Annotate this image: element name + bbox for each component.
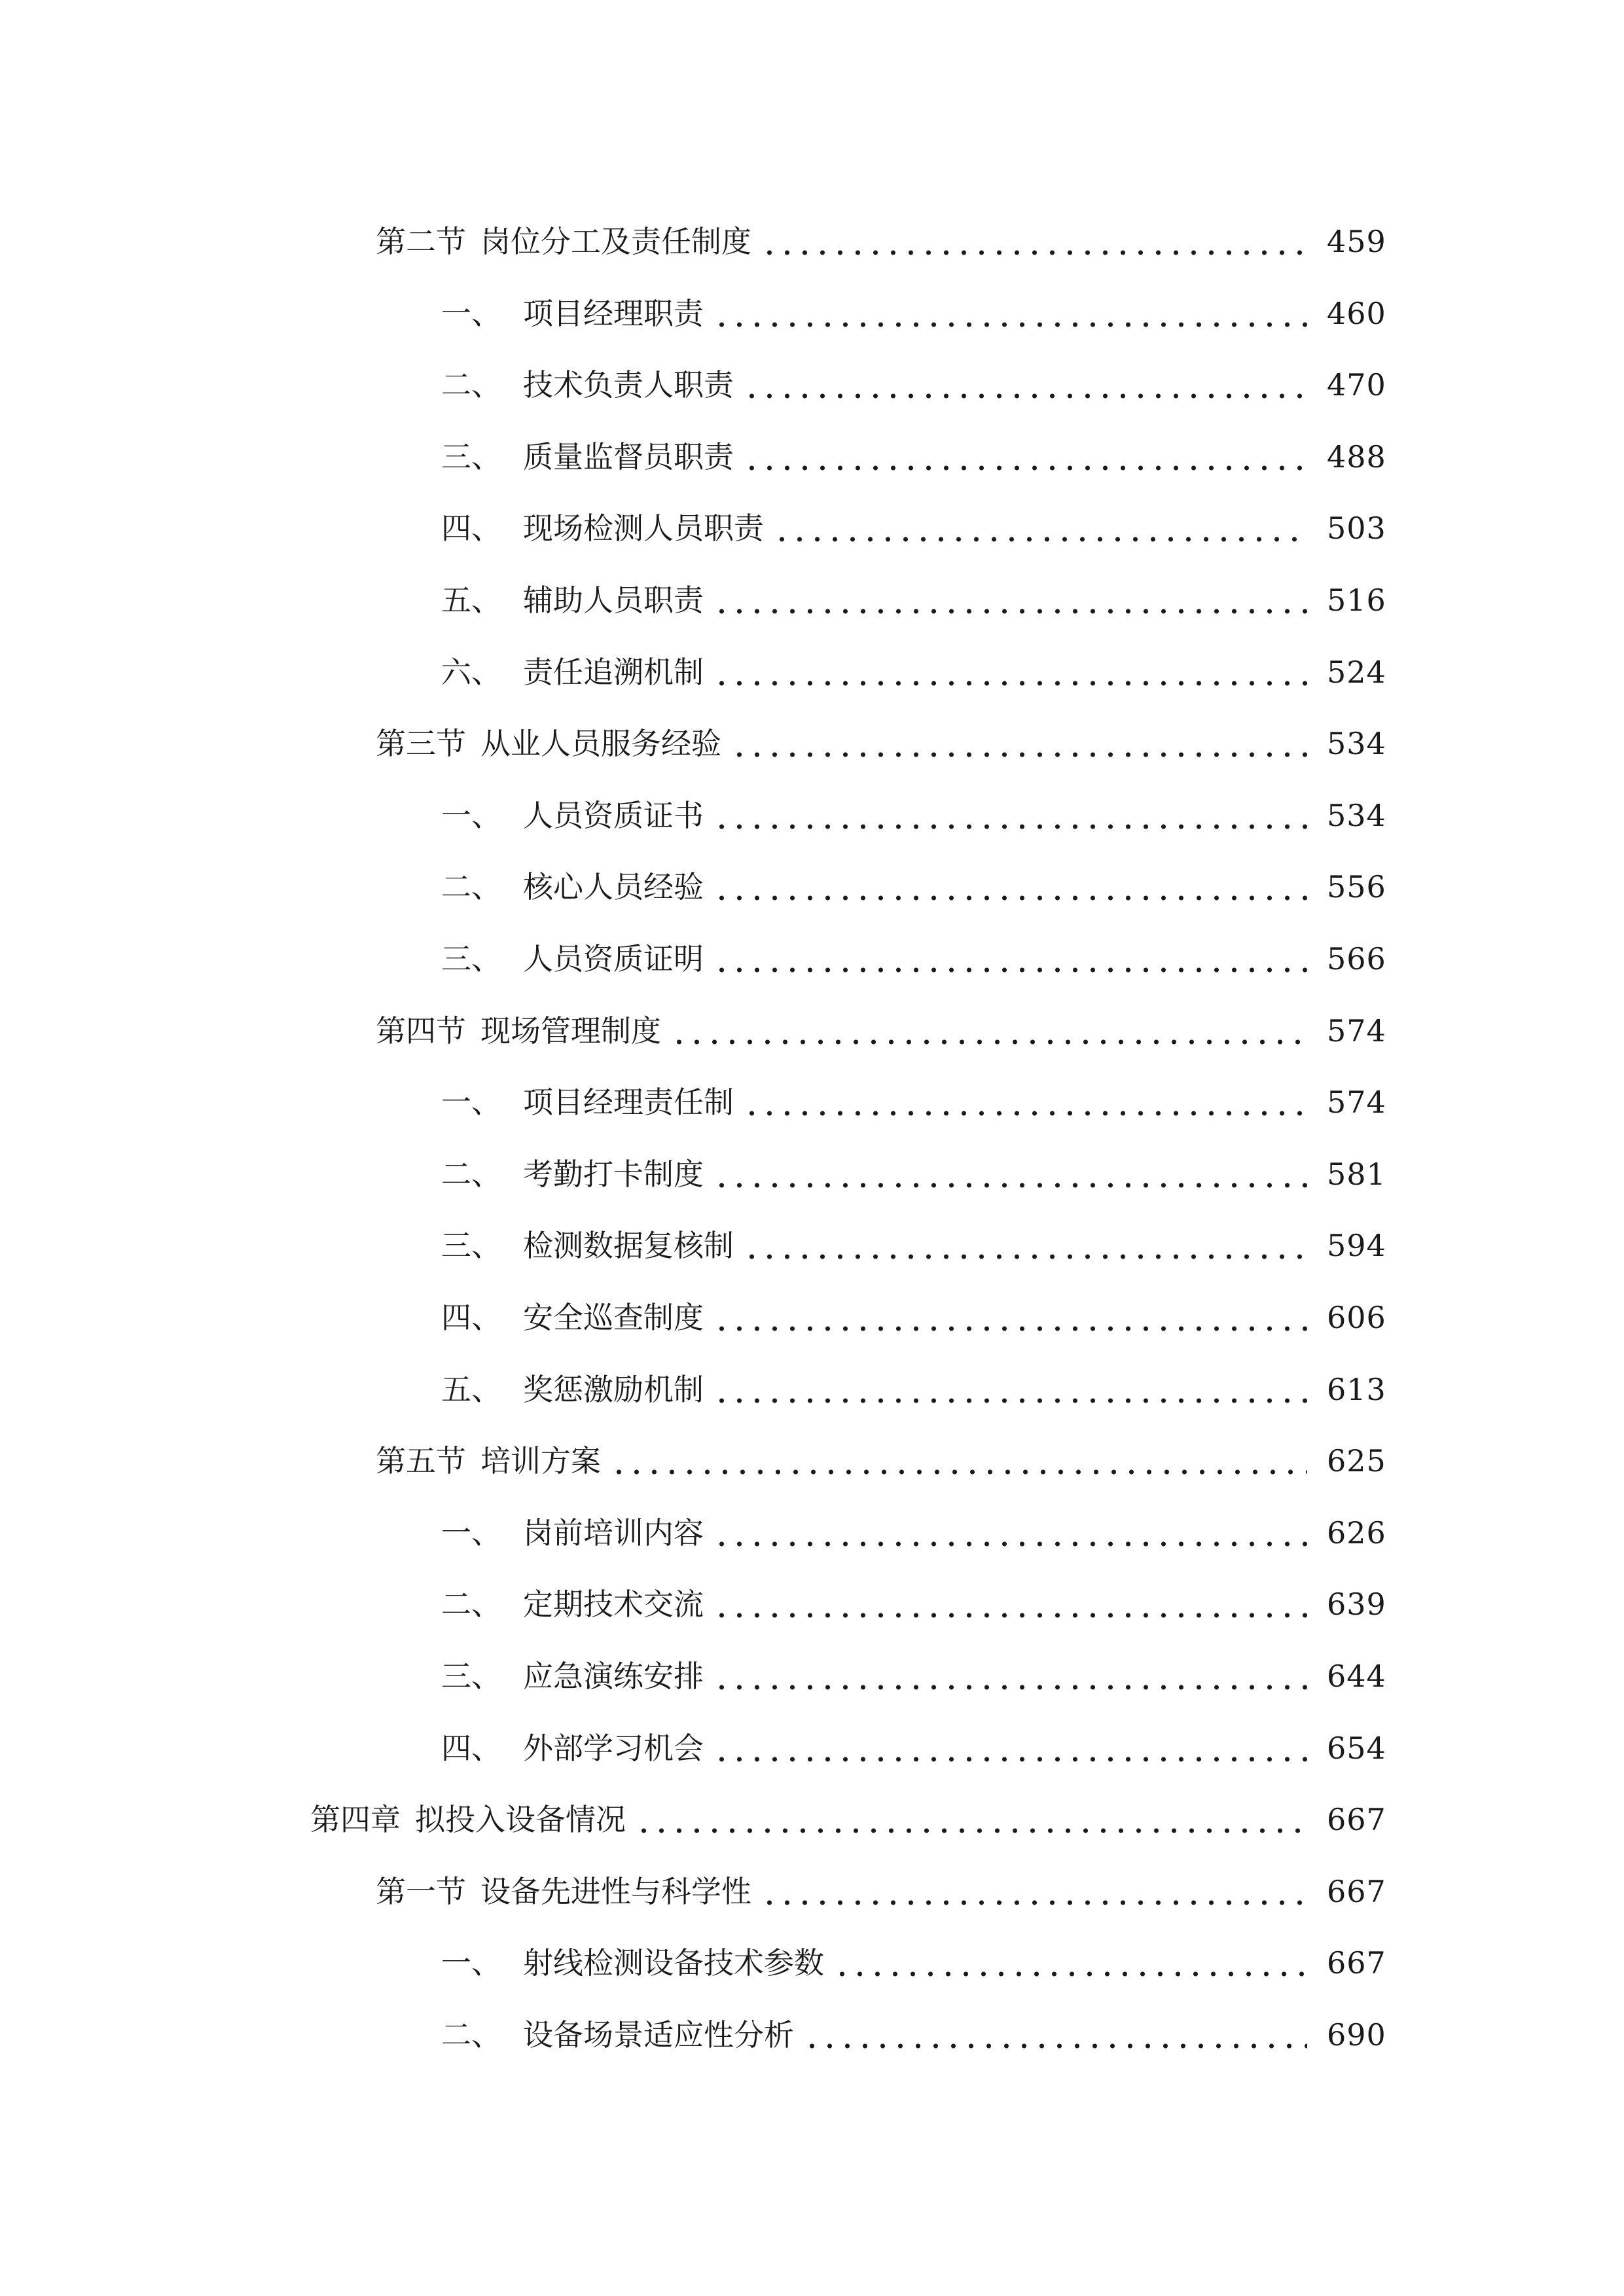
toc-entry-page-number: 488 (1327, 439, 1386, 475)
toc-entry-page-number: 626 (1327, 1515, 1386, 1551)
toc-entry-page-number: 534 (1327, 726, 1386, 761)
toc-entry-page-number: 574 (1327, 1013, 1386, 1049)
toc-entry-section[interactable] (0, 1417, 1624, 1479)
dot-leader (713, 585, 1307, 615)
dot-leader (743, 1230, 1307, 1261)
dot-leader (713, 1733, 1307, 1763)
toc-entry-number: 一、 (441, 296, 501, 331)
toc-entry-number: 三、 (441, 1228, 501, 1263)
toc-entry-title: 岗前培训内容 (523, 1515, 704, 1551)
toc-entry-page-number: 516 (1327, 583, 1386, 618)
toc-entry-item[interactable] (0, 772, 1624, 831)
toc-entry-title: 岗位分工及责任制度 (480, 224, 751, 259)
toc-entry-page-number: 639 (1327, 1587, 1386, 1622)
toc-entry-title: 设备场景适应性分析 (523, 2017, 794, 2053)
dot-leader (713, 298, 1307, 329)
toc-entry-page-number: 470 (1327, 367, 1386, 403)
dot-leader (803, 2020, 1307, 2050)
toc-entry-page-number: 574 (1327, 1085, 1386, 1120)
dot-leader (670, 1016, 1307, 1046)
dot-leader (743, 370, 1307, 400)
dot-leader (713, 657, 1307, 687)
toc-entry-item[interactable] (0, 1346, 1624, 1405)
toc-entry-title: 应急演练安排 (523, 1659, 704, 1694)
toc-entry-page-number: 690 (1327, 2017, 1386, 2053)
toc-entry-item[interactable] (0, 556, 1624, 618)
toc-entry-page-number: 625 (1327, 1443, 1386, 1479)
toc-entry-item[interactable] (0, 1632, 1624, 1694)
toc-entry-chapter[interactable] (0, 1776, 1624, 1835)
toc-entry-title: 人员资质证明 (523, 941, 704, 977)
toc-entry-title: 安全巡查制度 (523, 1300, 704, 1335)
toc-entry-item[interactable] (0, 341, 1624, 403)
toc-entry-item[interactable] (0, 1919, 1624, 1981)
toc-entry-item[interactable] (0, 843, 1624, 905)
toc-entry-title: 外部学习机会 (523, 1731, 704, 1766)
toc-entry-item[interactable] (0, 915, 1624, 977)
toc-entry-page-number: 667 (1327, 1802, 1386, 1837)
toc-entry-number: 二、 (441, 869, 501, 905)
dot-leader (743, 1087, 1307, 1117)
toc-entry-page-number: 644 (1327, 1659, 1386, 1694)
toc-entry-number: 二、 (441, 367, 501, 403)
toc-entry-number: 第二节 (376, 224, 466, 259)
toc-entry-title: 质量监督员职责 (523, 439, 734, 475)
toc-entry-title: 奖惩激励机制 (523, 1372, 704, 1407)
toc-entry-item[interactable] (0, 1704, 1624, 1766)
toc-entry-item[interactable] (0, 270, 1624, 329)
toc-entry-item[interactable] (0, 1058, 1624, 1120)
toc-entry-item[interactable] (0, 1991, 1624, 2053)
toc-entry-title: 拟投入设备情况 (415, 1802, 626, 1837)
toc-entry-number: 一、 (441, 798, 501, 833)
dot-leader (761, 226, 1307, 257)
toc-entry-page-number: 556 (1327, 869, 1386, 905)
dot-leader (713, 1302, 1307, 1333)
toc-entry-page-number: 534 (1327, 798, 1386, 833)
toc-entry-number: 六、 (441, 655, 501, 690)
toc-entry-title: 设备先进性与科学性 (480, 1874, 751, 1909)
toc-entry-page-number: 566 (1327, 941, 1386, 977)
toc-entry-number: 三、 (441, 941, 501, 977)
dot-leader (610, 1446, 1307, 1476)
toc-entry-number: 一、 (441, 1945, 501, 1981)
toc-entry-item[interactable] (0, 1274, 1624, 1333)
toc-entry-number: 五、 (441, 1372, 501, 1407)
dot-leader (731, 728, 1307, 759)
dot-leader (713, 1374, 1307, 1405)
toc-entry-page-number: 524 (1327, 655, 1386, 690)
toc-entry-item[interactable] (0, 484, 1624, 546)
toc-entry-item[interactable] (0, 1489, 1624, 1551)
toc-entry-number: 第一节 (376, 1874, 466, 1909)
toc-entry-number: 四、 (441, 1731, 501, 1766)
dot-leader (635, 1804, 1307, 1835)
toc-entry-title: 核心人员经验 (523, 869, 704, 905)
toc-entry-item[interactable] (0, 1560, 1624, 1622)
toc-entry-section[interactable] (0, 987, 1624, 1049)
toc-entry-page-number: 606 (1327, 1300, 1386, 1335)
toc-entry-page-number: 667 (1327, 1945, 1386, 1981)
toc-entry-item[interactable] (0, 1202, 1624, 1261)
dot-leader (713, 1589, 1307, 1619)
toc-entry-title: 责任追溯机制 (523, 655, 704, 690)
toc-entry-page-number: 460 (1327, 296, 1386, 331)
toc-entry-number: 四、 (441, 1300, 501, 1335)
toc-entry-item[interactable] (0, 628, 1624, 690)
toc-entry-title: 人员资质证书 (523, 798, 704, 833)
toc-entry-page-number: 654 (1327, 1731, 1386, 1766)
toc-entry-page-number: 613 (1327, 1372, 1386, 1407)
toc-entry-title: 现场检测人员职责 (523, 511, 764, 546)
toc-entry-number: 五、 (441, 583, 501, 618)
dot-leader (713, 1159, 1307, 1189)
dot-leader (761, 1876, 1307, 1907)
toc-entry-number: 一、 (441, 1085, 501, 1120)
dot-leader (713, 1661, 1307, 1691)
dot-leader (833, 1948, 1307, 1978)
toc-entry-title: 培训方案 (480, 1443, 601, 1479)
toc-entry-number: 第三节 (376, 726, 466, 761)
toc-entry-number: 第四章 (310, 1802, 401, 1837)
toc-entry-number: 二、 (441, 2017, 501, 2053)
toc-entry-number: 三、 (441, 1659, 501, 1694)
dot-leader (773, 513, 1307, 543)
toc-entry-title: 项目经理责任制 (523, 1085, 734, 1120)
toc-entry-page-number: 667 (1327, 1874, 1386, 1909)
toc-entry-section[interactable] (0, 700, 1624, 759)
toc-entry-title: 考勤打卡制度 (523, 1157, 704, 1192)
toc-entry-page-number: 581 (1327, 1157, 1386, 1192)
toc-entry-title: 射线检测设备技术参数 (523, 1945, 824, 1981)
toc-entry-page-number: 459 (1327, 224, 1386, 259)
toc-entry-number: 第五节 (376, 1443, 466, 1479)
toc-entry-number: 二、 (441, 1587, 501, 1622)
dot-leader (713, 1518, 1307, 1548)
toc-entry-title: 项目经理职责 (523, 296, 704, 331)
toc-entry-title: 从业人员服务经验 (480, 726, 721, 761)
toc-entry-item[interactable] (0, 413, 1624, 475)
toc-entry-title: 检测数据复核制 (523, 1228, 734, 1263)
toc-entry-number: 二、 (441, 1157, 501, 1192)
toc-entry-title: 定期技术交流 (523, 1587, 704, 1622)
toc-entry-section[interactable] (0, 198, 1624, 257)
toc-entry-title: 技术负责人职责 (523, 367, 734, 403)
dot-leader (713, 872, 1307, 902)
toc-entry-page-number: 594 (1327, 1228, 1386, 1263)
toc-entry-number: 一、 (441, 1515, 501, 1551)
toc-entry-number: 四、 (441, 511, 501, 546)
toc-entry-number: 三、 (441, 439, 501, 475)
toc-entry-section[interactable] (0, 1848, 1624, 1907)
dot-leader (713, 800, 1307, 831)
toc-entry-item[interactable] (0, 1130, 1624, 1192)
toc-entry-number: 第四节 (376, 1013, 466, 1049)
dot-leader (743, 442, 1307, 472)
toc-entry-page-number: 503 (1327, 511, 1386, 546)
toc-entry-title: 现场管理制度 (480, 1013, 661, 1049)
dot-leader (713, 944, 1307, 974)
toc-entry-title: 辅助人员职责 (523, 583, 704, 618)
